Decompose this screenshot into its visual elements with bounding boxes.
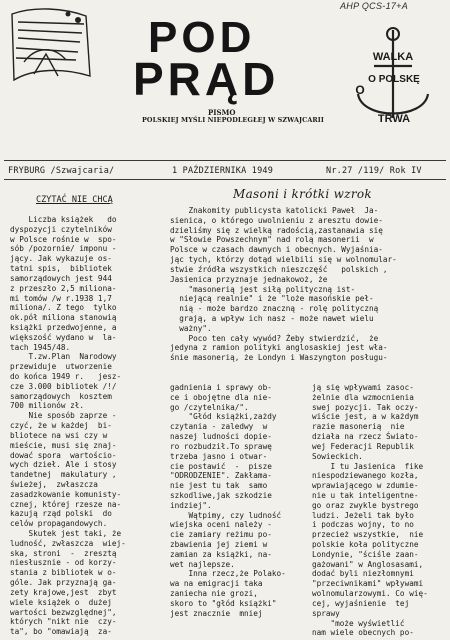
middle-column-line: trzeba jasno i otwar- <box>170 451 268 461</box>
emblem-text-1: WALKA <box>372 51 414 63</box>
main-article-line: sienica, o którego uwolnieniu z aresztu dowie- <box>170 215 383 225</box>
right-column-line: wiście jest, a w każdym <box>312 412 419 422</box>
left-article-line: Liczba książek do <box>10 215 117 224</box>
left-article-line: jący. Jak wykazuje os- <box>10 254 112 264</box>
emblem-left-illustration <box>4 4 100 96</box>
left-article-line: ok.pół miliona stanowią <box>10 313 117 323</box>
left-article-line: samorządowych jest 944 <box>10 273 112 283</box>
right-column-line: sprawy <box>312 608 340 618</box>
right-column-line: niespodziewanego kozła, <box>312 471 419 481</box>
left-article-line: tach 1945/48. <box>10 342 71 352</box>
dateline-place: FRYBURG /Szwajcaria/ <box>8 166 115 176</box>
right-column-line: i podczas wojny, to no <box>312 520 414 530</box>
left-article-line: stania z bibliotek w o- <box>10 568 117 578</box>
middle-column-line: jest znacznie mniej <box>170 608 263 618</box>
right-column-line: nie u tak inteligentne- <box>312 490 419 500</box>
dateline-bottom-rule <box>4 179 446 180</box>
middle-column-line: gadnienia i sprawy ob- <box>170 383 272 392</box>
main-article-line: w "Słowie Powszechnym" nad rolą masonerii w <box>170 235 374 245</box>
left-article-line: ludność, zwłaszcza wiej- <box>10 538 126 548</box>
left-article-line: sób /pozornie/ imponu - <box>10 244 117 254</box>
main-article-line: ważny". <box>170 323 212 333</box>
main-article-line: stwie źródła wszystkich nieszczęść polskich , <box>170 264 388 274</box>
left-article-line: tandetnej makulatury , <box>10 470 117 480</box>
left-article-line: większość wydano w la- <box>10 332 117 342</box>
left-article-line: zety krajowe,jest zbyt <box>10 587 117 597</box>
main-article-line: Poco ten cały wywód? Żeby stwierdzić, że <box>170 333 379 343</box>
middle-column-line: ro rozbudził.To sprawę <box>170 441 272 451</box>
main-article-body <box>170 206 442 363</box>
left-article-line: cznej, której rzesze na- <box>10 499 122 509</box>
left-article-body <box>10 215 160 637</box>
left-article-line: ta", bo "omawiają za- <box>10 627 112 637</box>
right-column-line: Sowieckich. <box>312 451 363 461</box>
middle-column-line: zbawienia jej ziemi w <box>170 540 268 549</box>
left-article-line: kazują rząd polski do <box>10 509 112 519</box>
middle-column-line: cie postawić - pisze <box>170 461 272 471</box>
main-article-line: Polsce w czasach dawnych i obecnych. Wyjaśnia- <box>170 245 383 255</box>
left-article-line: wartości bezwzględnej", <box>10 607 117 617</box>
left-article-line: przewiduje utworzenie <box>10 362 112 372</box>
middle-column-line: "Głód książki,zażdy <box>170 412 277 422</box>
right-column-line: "może wyświetlić <box>312 618 405 628</box>
left-article-line: wiele książek o dużej <box>10 597 112 607</box>
right-column-line: wej Federacji Republik <box>312 441 414 451</box>
right-column-line: go oraz zwykle bystrego <box>312 500 419 510</box>
right-column-line: polskie koła polityczne <box>312 540 419 549</box>
left-article-line: dować spora wartościo- <box>10 450 117 460</box>
middle-column-line: nie jest tu tak samo <box>170 481 268 491</box>
right-column-line: swej pozycji. Tak oczy- <box>312 402 419 412</box>
right-column-line: nam wiele obecnych po- <box>312 628 414 638</box>
left-article-line: 700 milionów zł. <box>10 401 85 411</box>
right-column-line: przecież wszystkie, nie <box>312 530 424 540</box>
main-article-line: grają, a wpływ ich nasz - może nawet wielu <box>170 313 374 323</box>
left-article-line: mieście, musi się znaj- <box>10 440 117 450</box>
middle-column-line: cie zamiary reżimu po- <box>170 530 272 540</box>
right-column-line: żelnie dla wzmocnienia <box>312 392 414 402</box>
main-article-line: Jasienica przyznaje jednakowoż, że <box>170 274 328 284</box>
dateline-date: 1 PAŹDZIERNIKA 1949 <box>172 166 274 176</box>
middle-column-line: zamian za książki, na- <box>170 549 272 559</box>
right-column-line: cej, wyjaśnienie tej <box>312 598 410 608</box>
right-column-line: razie masonerią nie <box>312 422 405 432</box>
middle-column-body <box>170 383 304 619</box>
middle-column-line: "ODRODZENIE". Zakłama- <box>170 471 272 481</box>
right-column-line: wolnomularzowymi. Co wię- <box>312 589 428 599</box>
middle-column-line: czytania - zaledwy w <box>170 422 268 432</box>
left-article-line: wych dzieł. Ale i stosy <box>10 460 117 470</box>
left-article-line: zasadzkowanie komunisty- <box>10 489 122 499</box>
masthead-subtitle: PISMO <box>208 108 236 117</box>
middle-column-line: go /czytelnika/". <box>170 402 249 412</box>
right-column-line: dodać byli niezłomnymi <box>312 569 414 579</box>
middle-column-line: Inna rzecz,że Polako- <box>170 569 286 579</box>
main-article-line: "masonerią jest siłą polityczną ist- <box>170 284 356 294</box>
left-article-line: Skutek jest taki, że <box>10 529 122 538</box>
emblem-text-4: TRWA <box>377 113 411 125</box>
main-article-line: jedyna z ramion polityki anglosaskiej jest wła- <box>170 343 388 353</box>
emblem-text-2: O POLSKĘ <box>368 74 420 85</box>
middle-column-line: skoro to "głód książki" <box>170 598 277 608</box>
dateline-issue: Nr.27 /119/ Rok IV <box>326 166 422 176</box>
left-article-headline: CZYTAĆ NIE CHCĄ <box>36 195 113 205</box>
left-article-line: dyspozycji czytelników <box>10 224 112 234</box>
main-article-line: śnie masonerią, że Londyn i Waszyngton posługu- <box>170 353 388 363</box>
middle-column-line: Wątpimy, czy ludność <box>170 510 282 520</box>
archive-mark: AHP QCS-17+A <box>340 1 409 11</box>
left-article-line: góle. Jak przyznają ga- <box>10 578 117 588</box>
middle-column-line: wet najlepsze. <box>170 559 235 569</box>
right-column-line: wprawiającego w zdumie- <box>312 481 419 491</box>
masthead-title-line1: POD <box>148 13 256 62</box>
emblem-text-3: O <box>355 83 365 97</box>
main-article-line: niejącą realnie" i że "loże masońskie peł- <box>170 294 374 304</box>
left-article-line: do końca 1949 r. jesz- <box>10 372 122 381</box>
middle-column-line: zaniecha nie grozi, <box>170 589 258 599</box>
masthead-title-line2: PRĄD <box>133 53 280 105</box>
left-article-line: T.zw.Plan Narodowy <box>10 352 117 362</box>
middle-column-line: ce i obojętne dla nie- <box>170 392 272 402</box>
middle-column-line: wiejska oceni należy - <box>170 520 272 530</box>
middle-column-line: naszej ludności dopie- <box>170 432 272 442</box>
left-article-line: świeżej, zwłaszcza <box>10 479 112 489</box>
left-article-line: których "nikt nie czy- <box>10 617 117 627</box>
main-article-line: jąc tych, którzy dotąd wielbili się w wolnomular- <box>170 255 397 265</box>
left-article-line: mi tomów /w r.1938 1,7 <box>10 293 112 303</box>
right-column-line: gażowani" w Anglosasami, <box>312 559 424 569</box>
left-article-line: niesłusznie - od korzy- <box>10 558 117 568</box>
left-article-line: książki przedwojenne, a <box>10 322 117 332</box>
right-column-line: działa na rzecz Świato- <box>312 432 419 442</box>
main-article-line: dzieliśmy się z wielką radością,zastanawia się <box>170 225 383 235</box>
right-column-line: ludzi. Jeżeli tak było <box>312 510 414 520</box>
left-article-line: tatni spis, bibliotek <box>10 264 112 274</box>
left-article-line: samorządowych kosztem <box>10 391 112 401</box>
left-article-line: miliona/. Z tego tylko <box>10 303 117 313</box>
main-article-line: Znakomity publicysta katolicki Paweł Ja- <box>170 206 379 215</box>
dateline-top-rule <box>4 160 446 161</box>
main-article-line: nią - może bardzo znaczną - rolę polityczną <box>170 304 379 314</box>
left-article-line: z przeszło 2,5 milionа- <box>10 283 117 293</box>
right-column-line: ją się wpływami zasoc- <box>312 383 414 392</box>
left-article-line: celów propagandowych. <box>10 519 108 529</box>
left-article-line: cze 3.000 bibliotek /!/ <box>10 381 117 391</box>
left-article-line: czyć, że w każdej bi- <box>10 421 112 431</box>
middle-column-line: indziej". <box>170 500 212 510</box>
main-article-title: Masoni i krótki wzrok <box>233 187 372 201</box>
emblem-right-anchor <box>348 22 438 130</box>
masthead-tagline: POLSKIEJ MYŚLI NIEPODLEGŁEJ W SZWAJCARII <box>142 116 324 124</box>
left-article-line: ska, stroni - zresztą <box>10 548 117 558</box>
left-article-line: bliotece na wsi czy w <box>10 430 108 440</box>
right-column-body <box>312 383 446 638</box>
right-column-line: I tu Jasienica fike <box>312 461 424 471</box>
right-column-line: Londynie, "ściśle zaan- <box>312 549 419 559</box>
middle-column-line: wa na emigracji taka <box>170 579 263 589</box>
left-article-line: Nie sposób zaprze - <box>10 411 117 421</box>
right-column-line: "przeciwnikami" wpływami <box>312 579 424 589</box>
left-article-line: w Polsce rośnie w spo- <box>10 234 117 244</box>
middle-column-line: szkodliwe,jak szkodzie <box>170 490 272 500</box>
